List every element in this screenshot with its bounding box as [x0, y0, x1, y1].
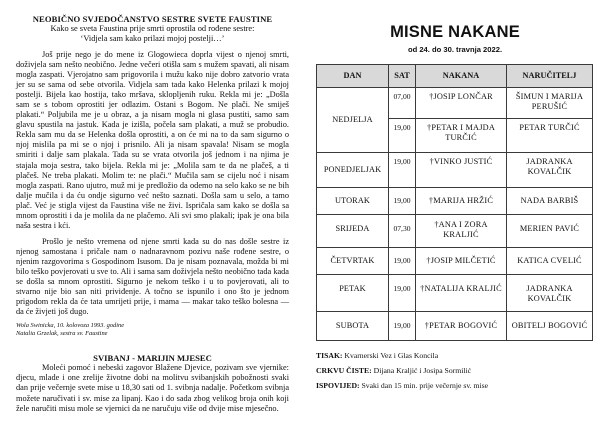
cell-nakana: †PETAR BOGOVIĆ — [416, 312, 507, 341]
left-column — [16, 14, 289, 414]
cell-narucitelj: JADRANKA KOVALČIK — [507, 275, 593, 312]
info-tisak — [316, 351, 438, 360]
article-subtitle: Kako se sveta Faustina prije smrti oprostila od rođene sestre: — [50, 24, 255, 33]
cell-dan: UTORAK — [317, 188, 389, 215]
cell-sat: 07,00 — [389, 88, 416, 119]
cell-narucitelj: ŠIMUN I MARIJA PERUŠIĆ — [507, 88, 593, 119]
cell-narucitelj: JADRANKA KOVALČIK — [507, 153, 593, 188]
ispovijed-value: Svaki dan 15 min. prije večernje sv. mise — [359, 381, 489, 390]
article-subtitle-quote: ‘Vidjela sam kako prilazi mojoj postelji…’ — [80, 34, 225, 43]
cell-dan: PETAK — [317, 275, 389, 312]
misne-nakane-title: MISNE NAKANE — [390, 23, 520, 41]
table-row — [317, 248, 593, 275]
signature-author: Natalia Grzelak, sestra sv. Faustine — [16, 330, 108, 338]
info-ispovijed — [316, 381, 488, 390]
cell-dan: ČETVRTAK — [317, 248, 389, 275]
header-nakana: NAKANA — [416, 65, 507, 88]
signature-place-date: Wola Swinicka, 10. kolovoza 1993. godine — [16, 322, 125, 330]
table-row — [317, 275, 593, 312]
header-dan: DAN — [317, 65, 389, 88]
tisak-value: Kvarnerski Vez i Glas Koncila — [342, 351, 439, 360]
cell-sat: 19,00 — [389, 312, 416, 341]
cell-nakana: †NATALIJA KRALJIĆ — [416, 275, 507, 312]
cell-nakana: †JOSIP MILČETIĆ — [416, 248, 507, 275]
article-paragraph: Još prije nego je do mene iz Glogowieca doprla vijest o njenoj smrti, doživjela sam nešto neobično. Jedne večeri otišla sam s mužem spavati, ali nisam mogla zaspati. Vjerojatno sam prigovorila i mužu kako nije dobro zatvorio vrata jer su se sama od sebe otvorila. Vidjela sam tada kako Helenka prilazi k mojoj postelji. Bijela kao hostija, tako mršava, sklopljenih ruku. Rekla mi je: „Došla sam se s tobom oprostiti jer odlazim. Ostani s Bogom. Ne plači. Ne smiješ plakati.“ Poljubila me je u obraz, a ja nisam mogla ni glasa pustiti, samo sam glavu spustila na jastuk. Kada je izišla, počela sam plakati, a muž se probudio. Rekla sam mu da se Helenka došla oprostiti, a on će mi na to da sam sigurno o njoj mislila pa mi se o njoj i prisnilo. Ali ja nisam spavala! Nisam se mogla smiriti i dalje sam plakala. Tada su se vrata otvorila još jednom i na njima je stajala moja sestra, tako bijela. Rekla mi je: „Molila sam te da ne plačeš, a ti plačeš. Ne treba plakati. Molim te: ne plači.“ Mučila sam se cijelu noć i nisam mogla zaspati. Rano ujutro, muž mi je predložio da odemo na selo kako se ne bih dalje mučila i da ću ondje sigurno već nešto saznati. Došla sam u selo, a tamo plač. Već je stigla vijest da Faustina više ne živi. Ispričala sam kako se došla sa mnom oprostiti i da je molila da ne plačemo. Ali svi smo plakali; ipak je ona bila naša sestra i kći. — [16, 50, 289, 230]
tisak-label: TISAK: — [316, 351, 343, 360]
table-header-row — [317, 65, 593, 88]
crkvu-ciste-label: CRKVU ČISTE: — [316, 366, 372, 375]
article-signature — [16, 322, 289, 338]
cell-nakana: †PETAR I MAJDA TURČIĆ — [416, 119, 507, 153]
cell-sat: 07,30 — [389, 215, 416, 248]
article-body — [16, 50, 289, 317]
cell-dan: NEDJELJA — [317, 88, 389, 153]
cell-sat: 19,00 — [389, 188, 416, 215]
cell-sat: 19,00 — [389, 275, 416, 312]
article-title: NEOBIČNO SVJEDOČANSTVO SESTRE SVETE FAUSTINE — [32, 14, 273, 24]
cell-narucitelj: MERIEN PAVIĆ — [507, 215, 593, 248]
cell-narucitelj: KATICA CVELIĆ — [507, 248, 593, 275]
cell-narucitelj: OBITELJ BOGOVIĆ — [507, 312, 593, 341]
table-row — [317, 215, 593, 248]
cell-nakana: †ANA I ZORA KRALJIĆ — [416, 215, 507, 248]
cell-dan: SUBOTA — [317, 312, 389, 341]
table-row — [317, 188, 593, 215]
cell-sat: 19,00 — [389, 248, 416, 275]
cell-dan: PONEDJELJAK — [317, 153, 389, 188]
section-body-svibanj — [16, 363, 289, 413]
table-row — [317, 312, 593, 341]
mass-intentions-table — [316, 64, 593, 341]
table-row — [317, 88, 593, 119]
crkvu-ciste-value: Dijana Kraljić i Josipa Sormilić — [371, 366, 472, 375]
cell-nakana: †MARIJA HRŽIĆ — [416, 188, 507, 215]
cell-nakana: †VINKO JUSTIĆ — [416, 153, 507, 188]
cell-dan: SRIJEDA — [317, 215, 389, 248]
article-paragraph: Prošlo je nešto vremena od njene smrti kada su do nas došle sestre iz njenog samostana i pričale nam o nadnaravnom pozivu naše rođene sestre, o njenim razgovorima s Gospodinom Isusom. Da je nisam poznavala, možda bi mi bilo teško povjerovati u sve to. Ali i sama sam doživjela nešto neobično tada kada se došla sa mnom oprostiti. Sigurno je nekom teško i u to povjerovati, ali to stvarno nije bio san niti priviđenje. A točno se ispunilo i ono što je jednom prigodom rekla da će tata umrijeti prije, i mama — makar tako teško bolesna — da će živjeti još dugo. — [16, 236, 289, 317]
section-title-svibanj: SVIBANJ - MARIJIN MJESEC — [93, 353, 212, 364]
ispovijed-label: ISPOVIJED: — [316, 381, 360, 390]
header-sat: SAT — [389, 65, 416, 88]
header-narucitelj: NARUČITELJ — [507, 65, 593, 88]
cell-nakana: †JOSIP LONČAR — [416, 88, 507, 119]
info-crkvu-ciste — [316, 366, 471, 375]
cell-narucitelj: PETAR TURČIĆ — [507, 119, 593, 153]
svibanj-paragraph: Moleći pomoć i nebeski zagovor Blažene Djevice, pozivam sve vjernike: djecu, mlade i one zrelije životne dobi na molitvu svibanjskih pobožnosti svaki dan prije večernje svete mise u 18,30 sati od 1. svibnja nadalje. Početkom svibnja možete naručivati i sv. mise za lipanj. Kao i do sada zbog velikog broja onih koji žele naručiti misu mole se vjernici da ne naručuju više od dvije mise mjesečno. — [16, 363, 289, 413]
cell-sat: 19,00 — [389, 119, 416, 153]
cell-narucitelj: NADA BARBIŠ — [507, 188, 593, 215]
table-row — [317, 153, 593, 188]
cell-sat: 19,00 — [389, 153, 416, 188]
misne-nakane-date-range: od 24. do 30. travnja 2022. — [407, 45, 503, 54]
